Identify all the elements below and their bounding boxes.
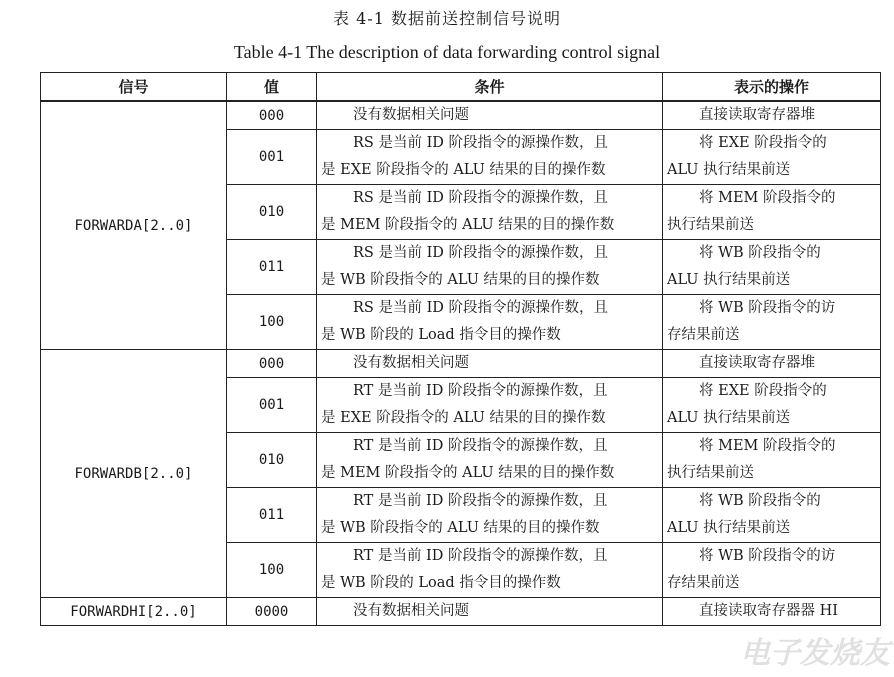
condition-cell [317,185,663,240]
value-cell: 011 [227,488,317,543]
table-header-row [41,73,881,102]
action-cell [663,101,881,130]
header-value: 值 [227,73,317,102]
condition-cell [317,598,663,626]
condition-line: 没有数据相关问题 [353,107,469,123]
condition-line: 是 EXE 阶段指令的 ALU 结果的目的操作数 [321,162,606,178]
condition-line: RS 是当前 ID 阶段指令的源操作数，且 [353,135,609,151]
action-line: 将 WB 阶段指令的访 [699,548,836,564]
action-line: 直接读取寄存器堆 [699,355,815,371]
forwarding-signal-table [40,72,881,626]
action-cell [663,543,881,598]
condition-line: RS 是当前 ID 阶段指令的源操作数，且 [353,245,609,261]
value-cell: 000 [227,350,317,378]
condition-line: 没有数据相关问题 [353,355,469,371]
condition-line: RS 是当前 ID 阶段指令的源操作数，且 [353,300,609,316]
condition-cell [317,433,663,488]
header-signal: 信号 [41,73,227,102]
table-caption-english: Table 4-1 The description of data forwarding control signal [233,42,661,62]
action-line: ALU 执行结果前送 [667,272,791,288]
signal-name-cell: FORWARDB[2..0] [41,350,227,598]
table-row [41,598,881,626]
action-line: 将 WB 阶段指令的 [699,493,821,509]
action-line: ALU 执行结果前送 [667,410,791,426]
action-line: 将 WB 阶段指令的 [699,245,821,261]
condition-line: 没有数据相关问题 [353,603,469,619]
value-cell: 010 [227,433,317,488]
signal-name-cell: FORWARDHI[2..0] [41,598,227,626]
action-line: 将 MEM 阶段指令的 [699,438,836,454]
action-line: 存结果前送 [667,327,740,343]
condition-cell [317,295,663,350]
value-cell: 100 [227,295,317,350]
action-line: 执行结果前送 [667,217,754,233]
action-cell [663,130,881,185]
action-line: 存结果前送 [667,575,740,591]
value-cell: 000 [227,101,317,130]
condition-cell [317,378,663,433]
action-cell [663,598,881,626]
table-caption-chinese: 表 4-1 数据前送控制信号说明 [333,9,561,28]
watermark-logo: 电子发烧友 [740,636,890,671]
action-line: 将 EXE 阶段指令的 [699,383,827,399]
condition-line: 是 EXE 阶段指令的 ALU 结果的目的操作数 [321,410,606,426]
value-cell: 001 [227,378,317,433]
header-condition: 条件 [317,73,663,102]
action-line: ALU 执行结果前送 [667,520,791,536]
condition-cell [317,488,663,543]
value-cell: 001 [227,130,317,185]
action-line: ALU 执行结果前送 [667,162,791,178]
action-line: 直接读取寄存器器 HI [699,603,838,619]
action-cell [663,185,881,240]
action-cell [663,350,881,378]
action-line: 直接读取寄存器堆 [699,107,815,123]
condition-line: 是 MEM 阶段指令的 ALU 结果的目的操作数 [321,217,615,233]
table-row [41,101,881,130]
condition-line: RT 是当前 ID 阶段指令的源操作数，且 [353,548,608,564]
condition-line: RT 是当前 ID 阶段指令的源操作数，且 [353,383,608,399]
value-cell: 011 [227,240,317,295]
action-line: 将 MEM 阶段指令的 [699,190,836,206]
value-cell: 0000 [227,598,317,626]
condition-line: 是 MEM 阶段指令的 ALU 结果的目的操作数 [321,465,615,481]
condition-line: 是 WB 阶段指令的 ALU 结果的目的操作数 [321,520,600,536]
condition-cell [317,240,663,295]
action-line: 将 EXE 阶段指令的 [699,135,827,151]
condition-cell [317,130,663,185]
condition-line: RT 是当前 ID 阶段指令的源操作数，且 [353,438,608,454]
condition-line: 是 WB 阶段指令的 ALU 结果的目的操作数 [321,272,600,288]
signal-name-cell: FORWARDA[2..0] [41,101,227,350]
action-cell [663,488,881,543]
condition-line: RT 是当前 ID 阶段指令的源操作数，且 [353,493,608,509]
condition-line: 是 WB 阶段的 Load 指令目的操作数 [321,327,561,343]
action-line: 执行结果前送 [667,465,754,481]
action-cell [663,433,881,488]
condition-line: 是 WB 阶段的 Load 指令目的操作数 [321,575,561,591]
table-body [41,101,881,626]
action-cell [663,240,881,295]
action-cell [663,295,881,350]
table-row [41,350,881,378]
action-cell [663,378,881,433]
condition-cell [317,350,663,378]
value-cell: 100 [227,543,317,598]
condition-line: RS 是当前 ID 阶段指令的源操作数，且 [353,190,609,206]
header-action: 表示的操作 [663,73,881,102]
value-cell: 010 [227,185,317,240]
condition-cell [317,101,663,130]
action-line: 将 WB 阶段指令的访 [699,300,836,316]
condition-cell [317,543,663,598]
